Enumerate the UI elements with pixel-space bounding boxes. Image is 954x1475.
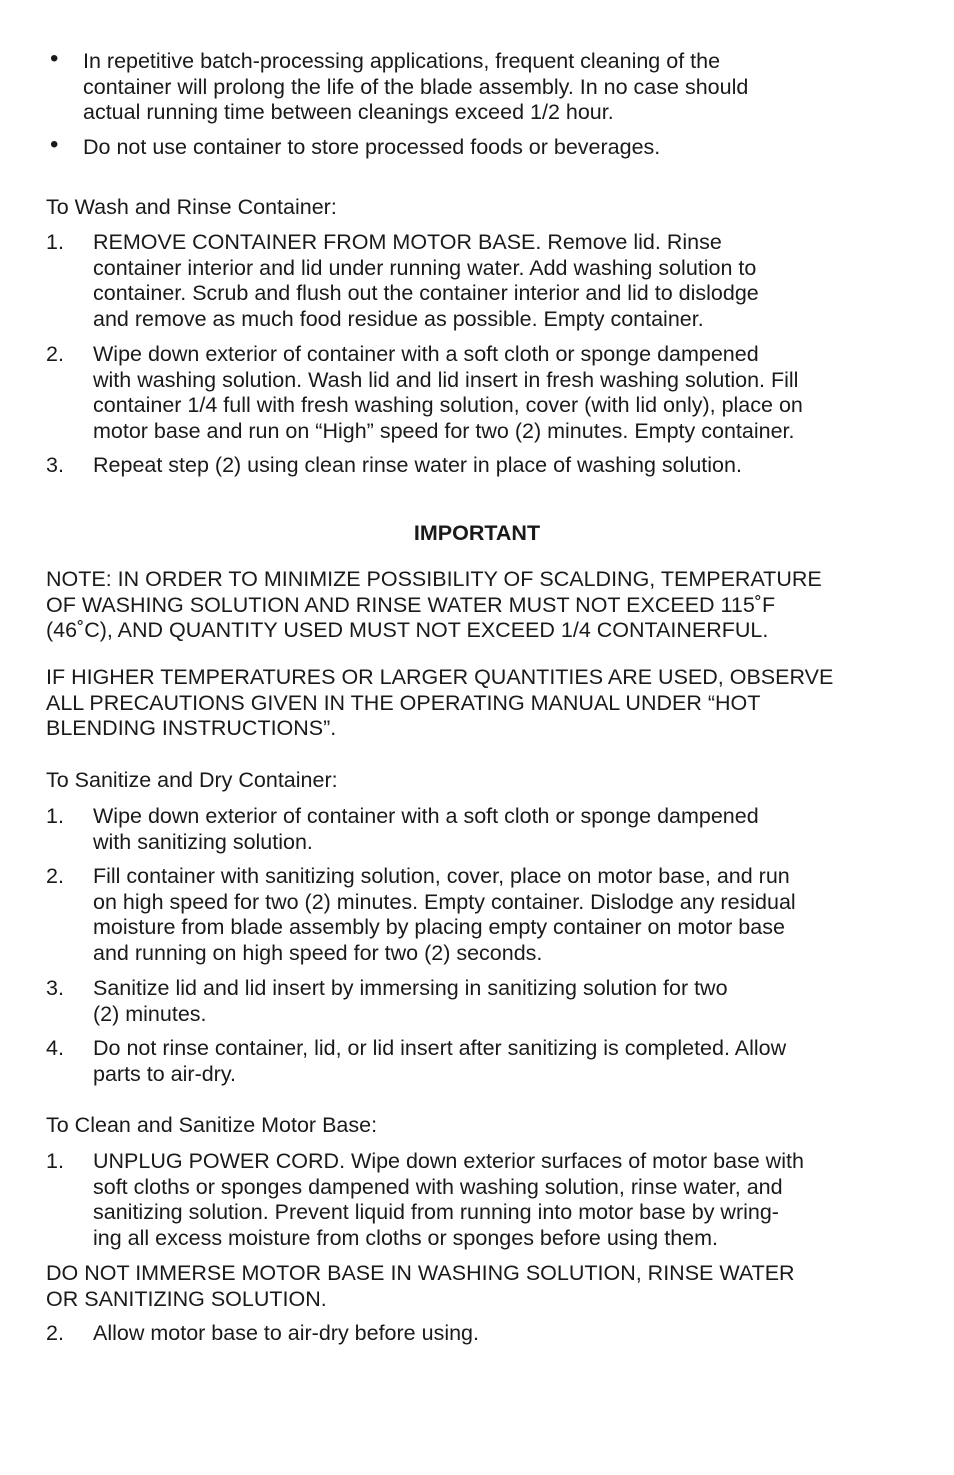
text-line: and running on high speed for two (2) seconds. [93,940,543,965]
text-line: soft cloths or sponges dampened with washing solution, rinse water, and [93,1174,783,1199]
bullet-item [46,45,912,126]
wash-step-1 [46,230,912,332]
text-line: (46˚C), AND QUANTITY USED MUST NOT EXCEED 1/4 CONTAINERFUL. [46,618,769,642]
sanitize-heading: To Sanitize and Dry Container: [46,768,338,792]
bullet-text [83,135,912,161]
text-line: Fill container with sanitizing solution, cover, place on motor base, and run [93,864,790,888]
step-text [93,1036,912,1087]
text-line: Wipe down exterior of container with a soft cloth or sponge dampened [93,342,759,366]
step-text [93,804,912,855]
bullet-symbol: • [50,131,59,158]
important-note [46,567,912,644]
step-number: 2. [46,342,64,366]
text-line: IF HIGHER TEMPERATURES OR LARGER QUANTITIES ARE USED, OBSERVE [46,665,834,689]
sanitize-step-3 [46,976,912,1027]
text-line: moisture from blade assembly by placing empty container on motor base [93,915,785,939]
step-text [93,864,912,966]
text-line: on high speed for two (2) minutes. Empty container. Dislodge any residual [93,889,796,914]
step-number: 1. [46,804,64,828]
text-line: OF WASHING SOLUTION AND RINSE WATER MUST NOT EXCEED 115˚F [46,592,776,617]
step-text [93,342,912,444]
text-line: UNPLUG POWER CORD. Wipe down exterior surfaces of motor base with [93,1149,804,1173]
text-line: sanitizing solution. Prevent liquid from running into motor base by wring- [93,1200,779,1224]
step-text [93,230,912,332]
sanitize-step-1 [46,804,912,855]
text-line: container 1/4 full with fresh washing solution, cover (with lid only), place on [93,393,803,417]
step-number: 4. [46,1036,64,1060]
step-text [93,1321,912,1347]
text-line: container. Scrub and flush out the container interior and lid to dislodge [93,281,759,305]
hot-blending-note [46,665,912,742]
text-line: Allow motor base to air-dry before using. [93,1321,479,1345]
text-line: Do not use container to store processed foods or beverages. [83,135,661,159]
bullet-symbol: • [50,45,59,72]
text-line: ing all excess moisture from cloths or sponges before using them. [93,1225,718,1250]
sanitize-step-2 [46,864,912,966]
step-text [93,1149,912,1251]
step-text [93,453,912,479]
text-line: actual running time between cleanings exceed 1/2 hour. [83,100,614,124]
step-number: 2. [46,864,64,888]
motor-step-1 [46,1149,912,1251]
text-line: with washing solution. Wash lid and lid insert in fresh washing solution. Fill [93,367,799,392]
step-number: 1. [46,230,64,254]
motor-step-2 [46,1321,912,1347]
wash-step-3 [46,453,912,479]
text-line: with sanitizing solution. [93,829,313,854]
text-line: NOTE: IN ORDER TO MINIMIZE POSSIBILITY OF SCALDING, TEMPERATURE [46,567,822,591]
text-line: container interior and lid under running water. Add washing solution to [93,255,757,280]
text-line: parts to air-dry. [93,1061,236,1086]
text-line: container will prolong the life of the blade assembly. In no case should [83,74,749,99]
motor-heading: To Clean and Sanitize Motor Base: [46,1113,378,1137]
step-number: 3. [46,453,64,477]
important-title: IMPORTANT [413,521,541,545]
text-line: Sanitize lid and lid insert by immersing in sanitizing solution for two [93,976,728,1000]
text-line: BLENDING INSTRUCTIONS”. [46,716,337,740]
text-line: (2) minutes. [93,1001,207,1026]
motor-warning [46,1261,912,1312]
step-text [93,976,912,1027]
sanitize-step-4 [46,1036,912,1087]
text-line: and remove as much food residue as possible. Empty container. [93,306,704,331]
bullet-text [83,49,912,126]
text-line: DO NOT IMMERSE MOTOR BASE IN WASHING SOLUTION, RINSE WATER [46,1261,795,1285]
wash-step-2 [46,342,912,444]
text-line: In repetitive batch-processing applications, frequent cleaning of the [83,49,721,73]
text-line: motor base and run on “High” speed for two (2) minutes. Empty container. [93,418,795,443]
bullet-item [46,131,912,161]
text-line: Repeat step (2) using clean rinse water in place of washing solution. [93,453,742,477]
text-line: Wipe down exterior of container with a soft cloth or sponge dampened [93,804,759,828]
text-line: OR SANITIZING SOLUTION. [46,1286,327,1311]
text-line: REMOVE CONTAINER FROM MOTOR BASE. Remove lid. Rinse [93,230,722,254]
step-number: 1. [46,1149,64,1173]
step-number: 2. [46,1321,64,1345]
text-line: ALL PRECAUTIONS GIVEN IN THE OPERATING MANUAL UNDER “HOT [46,690,761,715]
step-number: 3. [46,976,64,1000]
text-line: Do not rinse container, lid, or lid insert after sanitizing is completed. Allow [93,1036,787,1060]
wash-heading: To Wash and Rinse Container: [46,195,337,219]
